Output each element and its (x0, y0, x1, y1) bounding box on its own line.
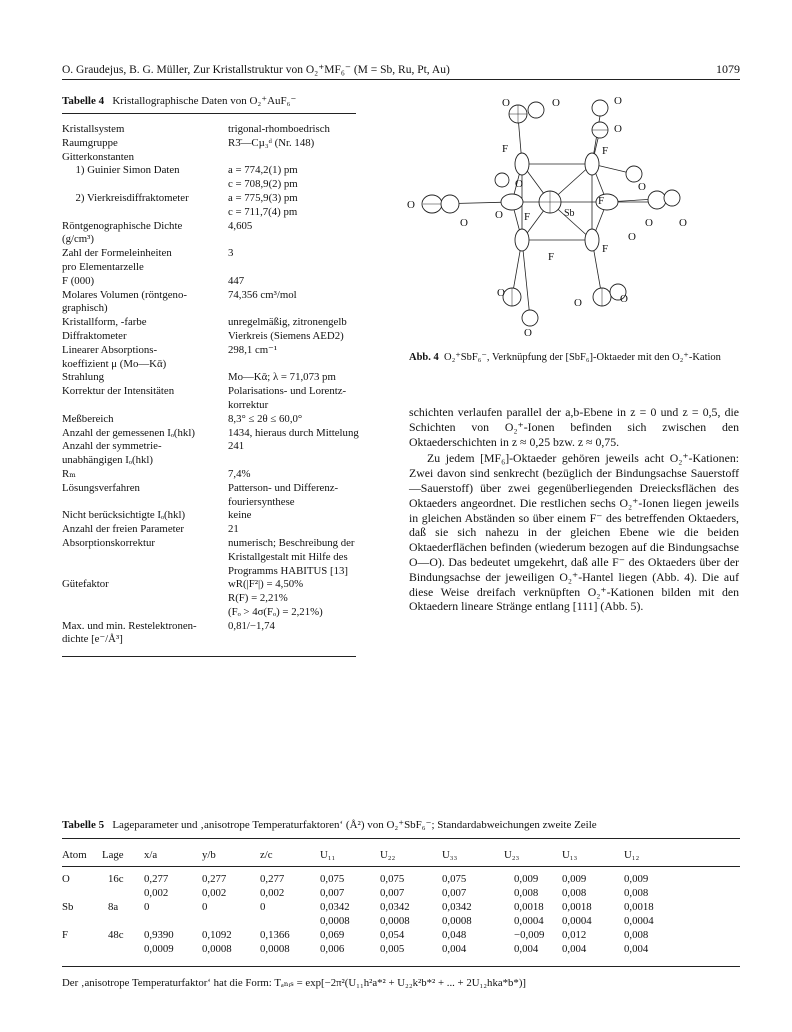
table4-key (62, 496, 228, 510)
table5-cell: 0,075 (442, 873, 467, 885)
table5-cell: Sb (62, 901, 74, 913)
table5-cell: 0,0008 (320, 915, 350, 927)
table5-row (62, 928, 740, 942)
table4-value (228, 233, 360, 247)
table4-value: 1434, hieraus durch Mittelung (228, 426, 359, 439)
table4-row (62, 275, 360, 289)
table4-key: graphisch) (62, 302, 108, 315)
table5-header-cell: U₁₃ (562, 849, 578, 861)
table4-value: keine (228, 509, 252, 522)
table4-row (62, 592, 360, 606)
table4-key: Lösungsverfahren (62, 481, 140, 494)
atom-label-o: O (638, 181, 646, 193)
table4-value: fouriersynthese (228, 495, 295, 508)
table4-row (62, 302, 360, 316)
table4-value: trigonal-rhomboedrisch (228, 123, 330, 135)
table4-value: Patterson- und Differenz- (228, 481, 339, 494)
table4-row (62, 206, 360, 220)
table5-cell: 0,075 (320, 873, 345, 885)
table4-value (228, 151, 360, 165)
figure4-caption (409, 351, 739, 365)
table5-header-row (62, 846, 740, 864)
table4-key (62, 606, 228, 620)
table4-row (62, 261, 360, 275)
table4-value: 7,4% (228, 467, 251, 480)
table4-key: Kristallform, -farbe (62, 316, 147, 329)
atom-label-o: O (407, 199, 415, 211)
table4-row (62, 220, 360, 234)
table4-key: Korrektur der Intensitäten (62, 385, 175, 398)
table4-key: Zahl der Formeleinheiten (62, 247, 172, 260)
table4-key: pro Elementarzelle (62, 260, 144, 273)
table5-cell: 0,009 (562, 873, 587, 885)
table4-row (62, 496, 360, 510)
figure4-svg (402, 92, 692, 347)
table5-row (62, 886, 740, 900)
table5-cell: 0,008 (514, 887, 539, 899)
table5-cell: 8a (108, 901, 119, 913)
table5-cell: 0,0008 (260, 943, 290, 955)
table4-caption (62, 94, 296, 107)
atom-label-sb: Sb (564, 208, 575, 219)
table5-cell: 0,0004 (624, 915, 654, 927)
table5-caption-text: Lageparameter und ‚anisotrope Temperaturfaktoren‘ (Å²) von O₂⁺SbF₆⁻; Standardabweichungen zweite Zeile (112, 819, 597, 831)
table4-value: wR(|F²|) = 4,50% (228, 578, 304, 591)
table5-cell: 0,0008 (442, 915, 472, 927)
paragraph: schichten verlaufen parallel der a,b-Ebene in z = 0 und z = 0,5, die Schichten von O₂⁺-Ionen befinden sich zwischen den Oktaederschichten in z ≈ 0,25 bzw. z ≈ 0,75. (409, 405, 739, 449)
table4-bottom-rule (62, 656, 356, 657)
running-title: O. Graudejus, B. G. Müller, Zur Kristallstruktur von O₂⁺MF₆⁻ (M = Sb, Ru, Pt, Au) (62, 64, 450, 76)
table4-value: 21 (228, 523, 239, 536)
table4-value: a = 775,9(3) pm (228, 191, 298, 204)
atom-label-o: O (574, 297, 582, 309)
table5-cell: 0,277 (202, 873, 227, 885)
table5-cell: 0,0342 (442, 901, 472, 913)
table4-value: 74,356 cm³/mol (228, 288, 297, 301)
table4-row (62, 123, 360, 137)
table5-cell: 0,277 (260, 873, 285, 885)
table4-value: 298,1 cm⁻¹ (228, 343, 278, 356)
table5-cell: 48c (108, 929, 124, 941)
table4-value: Polarisations- und Lorentz- (228, 385, 347, 398)
table4-value (228, 302, 360, 316)
table4-row (62, 633, 360, 647)
table4-row (62, 371, 360, 385)
table4-row (62, 399, 360, 413)
atom-label-o: O (460, 217, 468, 229)
header-rule (62, 79, 740, 80)
table4-key: 1) Guinier Simon Daten (62, 164, 180, 177)
table5-cell: 0,0004 (562, 915, 592, 927)
table4-row (62, 247, 360, 261)
table5-cell: 0,054 (380, 929, 405, 941)
table4-key: Kristallsystem (62, 123, 125, 135)
table4-value: unregelmäßig, zitronengelb (228, 316, 347, 329)
table5-cell: 0,007 (442, 887, 467, 899)
table5-cell: 0,048 (442, 929, 467, 941)
table5-header-cell: Lage (102, 849, 124, 861)
table5-cell: 0,0018 (562, 901, 592, 913)
table4-row (62, 385, 360, 399)
table4-value: 4,605 (228, 219, 253, 232)
table4-row (62, 289, 360, 303)
table4-value: 0,81/−1,74 (228, 619, 275, 632)
table5-cell: 0,0008 (380, 915, 410, 927)
table5-header-cell: U₁₂ (624, 849, 640, 861)
table4-key: (g/cm³) (62, 233, 95, 246)
paragraph: Zu jedem [MF₆]-Oktaeder gehören jeweils acht O₂⁺-Kationen: Zwei davon sind senkrecht (bezüglich der Bindungsachse Sauerstoff—Sauerstoff) über zwei gegenüberliegenden Dreiecksflächen des Oktaeders angeordnet. Die restlichen sechs O₂⁺-Ionen liegen jeweils in gleichen Abständen so über einem F⁻ des betreffenden Oktaeders, daß sie sich nahezu in der gleichen Ebene wie die beiden Oktaederflächen befinden (wiederum bezogen auf die Bindungsachse O—O). Das bedeutet umgekehrt, daß alle F⁻ des Oktaeders über der Bindungsachse der jeweiligen O₂⁺-Hantel liegen (Abb. 4). Die auf diese Weise dreifach verknüpften O₂⁺-Kationen bilden mit den Oktaedern lineare Stränge entlang [111] (Abb. 5). (409, 451, 739, 614)
table5-cell: 0,069 (320, 929, 345, 941)
table4-row (62, 233, 360, 247)
table5-label: Tabelle 5 (62, 819, 105, 831)
table4-key: koeffizient μ (Mo—Kᾱ) (62, 357, 167, 370)
table4-key: Molares Volumen (röntgeno- (62, 288, 187, 301)
table5-row (62, 942, 740, 956)
table4-value (228, 358, 360, 372)
table4-label: Tabelle 4 (62, 95, 105, 107)
table4-value: 3 (228, 247, 234, 260)
atom-label-o: O (614, 95, 622, 107)
table4-row (62, 427, 360, 441)
atom-label-f: F (524, 211, 531, 223)
table4-value (228, 633, 360, 647)
table5 (62, 846, 740, 956)
table4-key (62, 178, 228, 192)
table5-header-rule (62, 866, 740, 867)
table5-cell: 0,002 (144, 887, 169, 899)
table5-header-cell: U₂₂ (380, 849, 396, 861)
table4-key (62, 592, 228, 606)
table5-cell: 0 (144, 901, 150, 913)
table4-row (62, 537, 360, 551)
table4-value: R(F) = 2,21% (228, 592, 288, 605)
table4-row (62, 578, 360, 592)
atom-label-f: F (602, 145, 609, 157)
table5-cell: 0,004 (442, 943, 467, 955)
table4-row (62, 523, 360, 537)
table5-cell: O (62, 873, 70, 885)
table5-cell: 0,9390 (144, 929, 174, 941)
atom-label-o: O (497, 287, 505, 299)
table4-row (62, 358, 360, 372)
table4-value: Vierkreis (Siemens AED2) (228, 329, 344, 342)
table4-key: Absorptionskorrektur (62, 536, 155, 549)
table5-row (62, 900, 740, 914)
table4-top-rule (62, 113, 356, 114)
table4-row (62, 551, 360, 565)
table5-cell: 0,006 (320, 943, 345, 955)
atom-label-o: O (679, 217, 687, 229)
table5-cell: 0,009 (624, 873, 649, 885)
table4-key: Rₘ (62, 467, 76, 480)
table5-cell: 0,0018 (514, 901, 544, 913)
table4-key: unabhängigen Iₒ(hkl) (62, 454, 153, 467)
atom-label-o: O (502, 97, 510, 109)
table5-cell: 0,002 (260, 887, 285, 899)
atom-label-o: O (495, 209, 503, 221)
table5-cell: 0,277 (144, 873, 169, 885)
atom-label-o: O (552, 97, 560, 109)
table5-cell: 16c (108, 873, 124, 885)
table4-row (62, 509, 360, 523)
table5-header-cell: Atom (62, 849, 87, 861)
table5-footnote: Der ‚anisotrope Temperaturfaktor‘ hat die Form: Tₐₙᵢₛ = exp[−2π²(U₁₁h²a*² + U₂₂k²b*² + ... + 2U₁₂hka*b*)] (62, 977, 527, 989)
table5-cell: 0,004 (514, 943, 539, 955)
table4-row (62, 178, 360, 192)
table4-value: Kristallgestalt mit Hilfe des (228, 550, 348, 563)
table5-top-rule (62, 838, 740, 839)
page-number: 1079 (716, 62, 740, 76)
table5-cell: 0,009 (514, 873, 539, 885)
table5-cell: 0,008 (624, 887, 649, 899)
atom-label-o: O (614, 123, 622, 135)
table4-row (62, 454, 360, 468)
table5-cell: 0,1092 (202, 929, 232, 941)
table4-row (62, 164, 360, 178)
figure4-structure-drawing (402, 92, 692, 347)
table5-cell: 0,075 (380, 873, 405, 885)
figure4-caption-text: O₂⁺SbF₆⁻, Verknüpfung der [SbF₆]-Oktaeder mit den O₂⁺-Kation (444, 352, 721, 363)
table5-cell: 0,0009 (144, 943, 174, 955)
table5-cell: 0 (260, 901, 266, 913)
table4-value: R3̄—Cµ₃ᵈ (Nr. 148) (228, 136, 315, 149)
table4-row (62, 192, 360, 206)
table4-row (62, 468, 360, 482)
table4-key: Gütefaktor (62, 578, 109, 591)
table4-caption-text: Kristallographische Daten von O₂⁺AuF₆⁻ (112, 95, 297, 107)
table4-key: Röntgenographische Dichte (62, 219, 183, 232)
table4-row (62, 330, 360, 344)
table5-cell: 0 (202, 901, 208, 913)
table5-cell: 0,004 (562, 943, 587, 955)
table4-key (62, 565, 228, 579)
table4-value: numerisch; Beschreibung der (228, 536, 355, 549)
table5-cell: 0,0018 (624, 901, 654, 913)
table4-value (228, 261, 360, 275)
table4 (62, 123, 360, 647)
table4-key (62, 206, 228, 220)
table5-row (62, 914, 740, 928)
table4-value: 241 (228, 440, 245, 453)
table5-cell: 0,008 (562, 887, 587, 899)
atom-label-o: O (628, 231, 636, 243)
table4-key: Linearer Absorptions- (62, 343, 158, 356)
table4-key: Diffraktometer (62, 329, 127, 342)
table5-cell: −0,009 (514, 929, 545, 941)
table5-cell: 0,012 (562, 929, 587, 941)
atom-label-f: F (598, 195, 605, 207)
table4-key: Strahlung (62, 371, 104, 384)
table5-cell: 0,007 (320, 887, 345, 899)
table5-cell: F (62, 929, 69, 941)
table4-value: c = 708,9(2) pm (228, 178, 298, 191)
table5-header-cell: U₁₁ (320, 849, 336, 861)
table4-row (62, 440, 360, 454)
table5-header-cell: U₂₃ (504, 849, 520, 861)
table4-value: c = 711,7(4) pm (228, 205, 298, 218)
table4-key: dichte [e⁻/Å³] (62, 633, 123, 646)
table4-key: Raumgruppe (62, 136, 118, 149)
table5-header-cell: x/a (144, 849, 158, 861)
table4-row (62, 482, 360, 496)
table5-cell: 0,007 (380, 887, 405, 899)
atom-label-f: F (502, 143, 509, 155)
table5-cell: 0,0008 (202, 943, 232, 955)
table4-row (62, 565, 360, 579)
table4-row (62, 413, 360, 427)
table5-cell: 0,0342 (380, 901, 410, 913)
table4-value: a = 774,2(1) pm (228, 164, 298, 177)
atom-label-o: O (524, 327, 532, 339)
table4-row (62, 620, 360, 634)
body-text (409, 405, 739, 614)
table5-header-cell: y/b (202, 849, 216, 861)
table4-key: 2) Vierkreisdiffraktometer (62, 191, 189, 204)
table4-value: Mo—Kᾱ; λ = 71,073 pm (228, 371, 336, 384)
table4-value: (Fₒ > 4σ(Fₒ) = 2,21%) (228, 605, 323, 618)
table5-cell: 0,005 (380, 943, 405, 955)
table5-row (62, 872, 740, 886)
atom-label-f: F (602, 243, 609, 255)
table4-key: Meßbereich (62, 412, 114, 425)
table5-cell: 0,008 (624, 929, 649, 941)
table4-value (228, 454, 360, 468)
table4-key: F (000) (62, 274, 95, 287)
table4-key (62, 399, 228, 413)
table4-key: Gitterkonstanten (62, 150, 134, 163)
table4-value: 447 (228, 274, 245, 287)
table5-cell: 0,1366 (260, 929, 290, 941)
table5-bottom-rule (62, 966, 740, 967)
table4-row (62, 137, 360, 151)
table4-row (62, 151, 360, 165)
atom-label-o: O (645, 217, 653, 229)
table5-cell: 0,004 (624, 943, 649, 955)
table5-header-cell: U₃₃ (442, 849, 458, 861)
table4-value: korrektur (228, 398, 269, 411)
table5-header-cell: z/c (260, 849, 273, 861)
table4-row (62, 316, 360, 330)
table4-row (62, 606, 360, 620)
figure4-label: Abb. 4 (409, 352, 439, 363)
table4-key: Nicht berücksichtigte Iₒ(hkl) (62, 509, 186, 522)
table4-key: Anzahl der gemessenen Iₒ(hkl) (62, 426, 195, 439)
table5-cell: 0,0004 (514, 915, 544, 927)
atom-label-o: O (515, 178, 523, 190)
table4-key: Anzahl der symmetrie- (62, 440, 162, 453)
atom-label-o: O (620, 293, 628, 305)
table5-caption (62, 818, 597, 831)
table4-key: Max. und min. Restelektronen- (62, 619, 197, 632)
table4-value: 8,3° ≤ 2θ ≤ 60,0° (228, 412, 303, 425)
table4-key (62, 551, 228, 565)
atom-label-f: F (548, 251, 555, 263)
table4-row (62, 344, 360, 358)
table5-cell: 0,0342 (320, 901, 350, 913)
table4-key: Anzahl der freien Parameter (62, 523, 184, 536)
table5-cell: 0,002 (202, 887, 227, 899)
table4-value: Programms HABITUS [13] (228, 564, 348, 577)
